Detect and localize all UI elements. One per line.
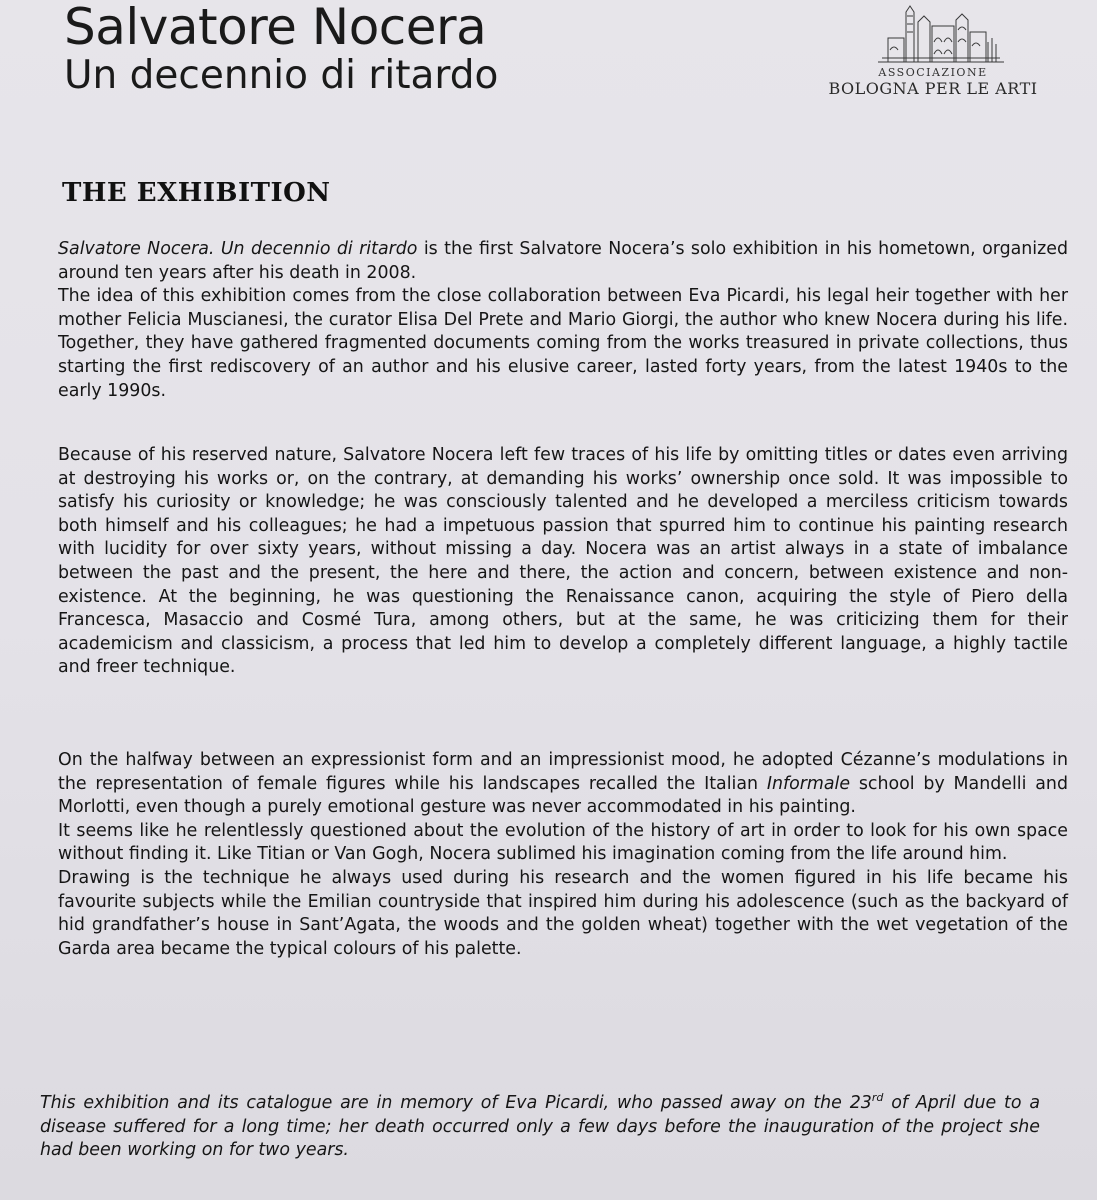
memorial-text-a: This exhibition and its catalogue are in memory of Eva Picardi, who passed away on the 23 (40, 1093, 872, 1113)
style-text-b: school by Mandelli and Morlotti, even though a purely emotional gesture was never accommodated in his painting. (58, 773, 1068, 818)
logo-association-name: BOLOGNA PER LE ARTI (828, 79, 1038, 98)
section-heading: THE EXHIBITION (62, 178, 331, 208)
style-text-d: Drawing is the technique he always used during his research and the women figured in his life became his favourite subjects while the Emilian countryside that inspired him during his adolescence (such as the backyard of hid grandfather’s house in Sant’Agata, the woods and the golden wheat) together with the wet vegetation of the Garda area became the typical colours of his palette. (58, 867, 1068, 959)
association-logo (818, 2, 1048, 102)
intro-collaboration: The idea of this exhibition comes from the close collaboration between Eva Picardi, his legal heir together with her mother Felicia Muscianesi, the curator Elisa Del Prete and Mario Giorgi, the author who knew Nocera during his life. Together, they have gathered fragmented documents coming from the works treasured in private collections, thus starting the first rediscovery of an author and his elusive career, lasted forty years, from the latest 1940s to the early 1990s. (58, 286, 1068, 401)
paragraph-biography (58, 444, 1068, 680)
paragraph-style (58, 749, 1068, 961)
paragraph-memorial (40, 1092, 1040, 1163)
informale-italic: Informale (766, 773, 851, 794)
style-text-a: On the halfway between an expressionist form and an impressionist mood, he adopted Cézanne’s modulations in the representation of female figures while his landscapes recalled the Italian (58, 750, 1068, 794)
exhibition-title-italic: Salvatore Nocera. Un decennio di ritardo (58, 239, 418, 259)
logo-association-label: ASSOCIAZIONE (878, 66, 988, 79)
city-skyline-icon (858, 2, 1008, 64)
exhibition-title: Salvatore Nocera (64, 0, 487, 56)
intro-sentence: is the first Salvatore Nocera’s solo exhibition in his hometown, organized around ten years after his death in 2008. (58, 239, 1069, 283)
style-text-c: It seems like he relentlessly questioned about the evolution of the history of art in order to look for his own space without finding it. Like Titian or Van Gogh, Nocera sublimed his imagination coming from the life around him. (58, 820, 1068, 865)
biography-text: Because of his reserved nature, Salvatore Nocera left few traces of his life by omitting titles or dates even arriving at destroying his works or, on the contrary, at demanding his works’ ownership once sold. It was impossible to satisfy his curiosity or knowledge; he was consciously talented and he developed a merciless criticism towards both himself and his colleagues; he had a impetuous passion that spurred him to continue his painting research with lucidity for over sixty years, without missing a day. Nocera was an artist always in a state of imbalance between the past and the present, the here and there, the action and concern, between existence and non-existence. At the beginning, he was questioning the Renaissance canon, acquiring the style of Piero della Francesca, Masaccio and Cosmé Tura, among others, but at the same, he was criticizing them for their academicism and classicism, a process that led him to develop a completely different language, a highly tactile and freer technique. (58, 445, 1068, 678)
exhibition-subtitle: Un decennio di ritardo (64, 53, 499, 98)
paragraph-intro (58, 238, 1068, 403)
memorial-text-b: of April due to a disease suffered for a long time; her death occurred only a few days before the inauguration of the project she had been working on for two years. (40, 1093, 1040, 1161)
memorial-ordinal: rd (871, 1091, 884, 1105)
